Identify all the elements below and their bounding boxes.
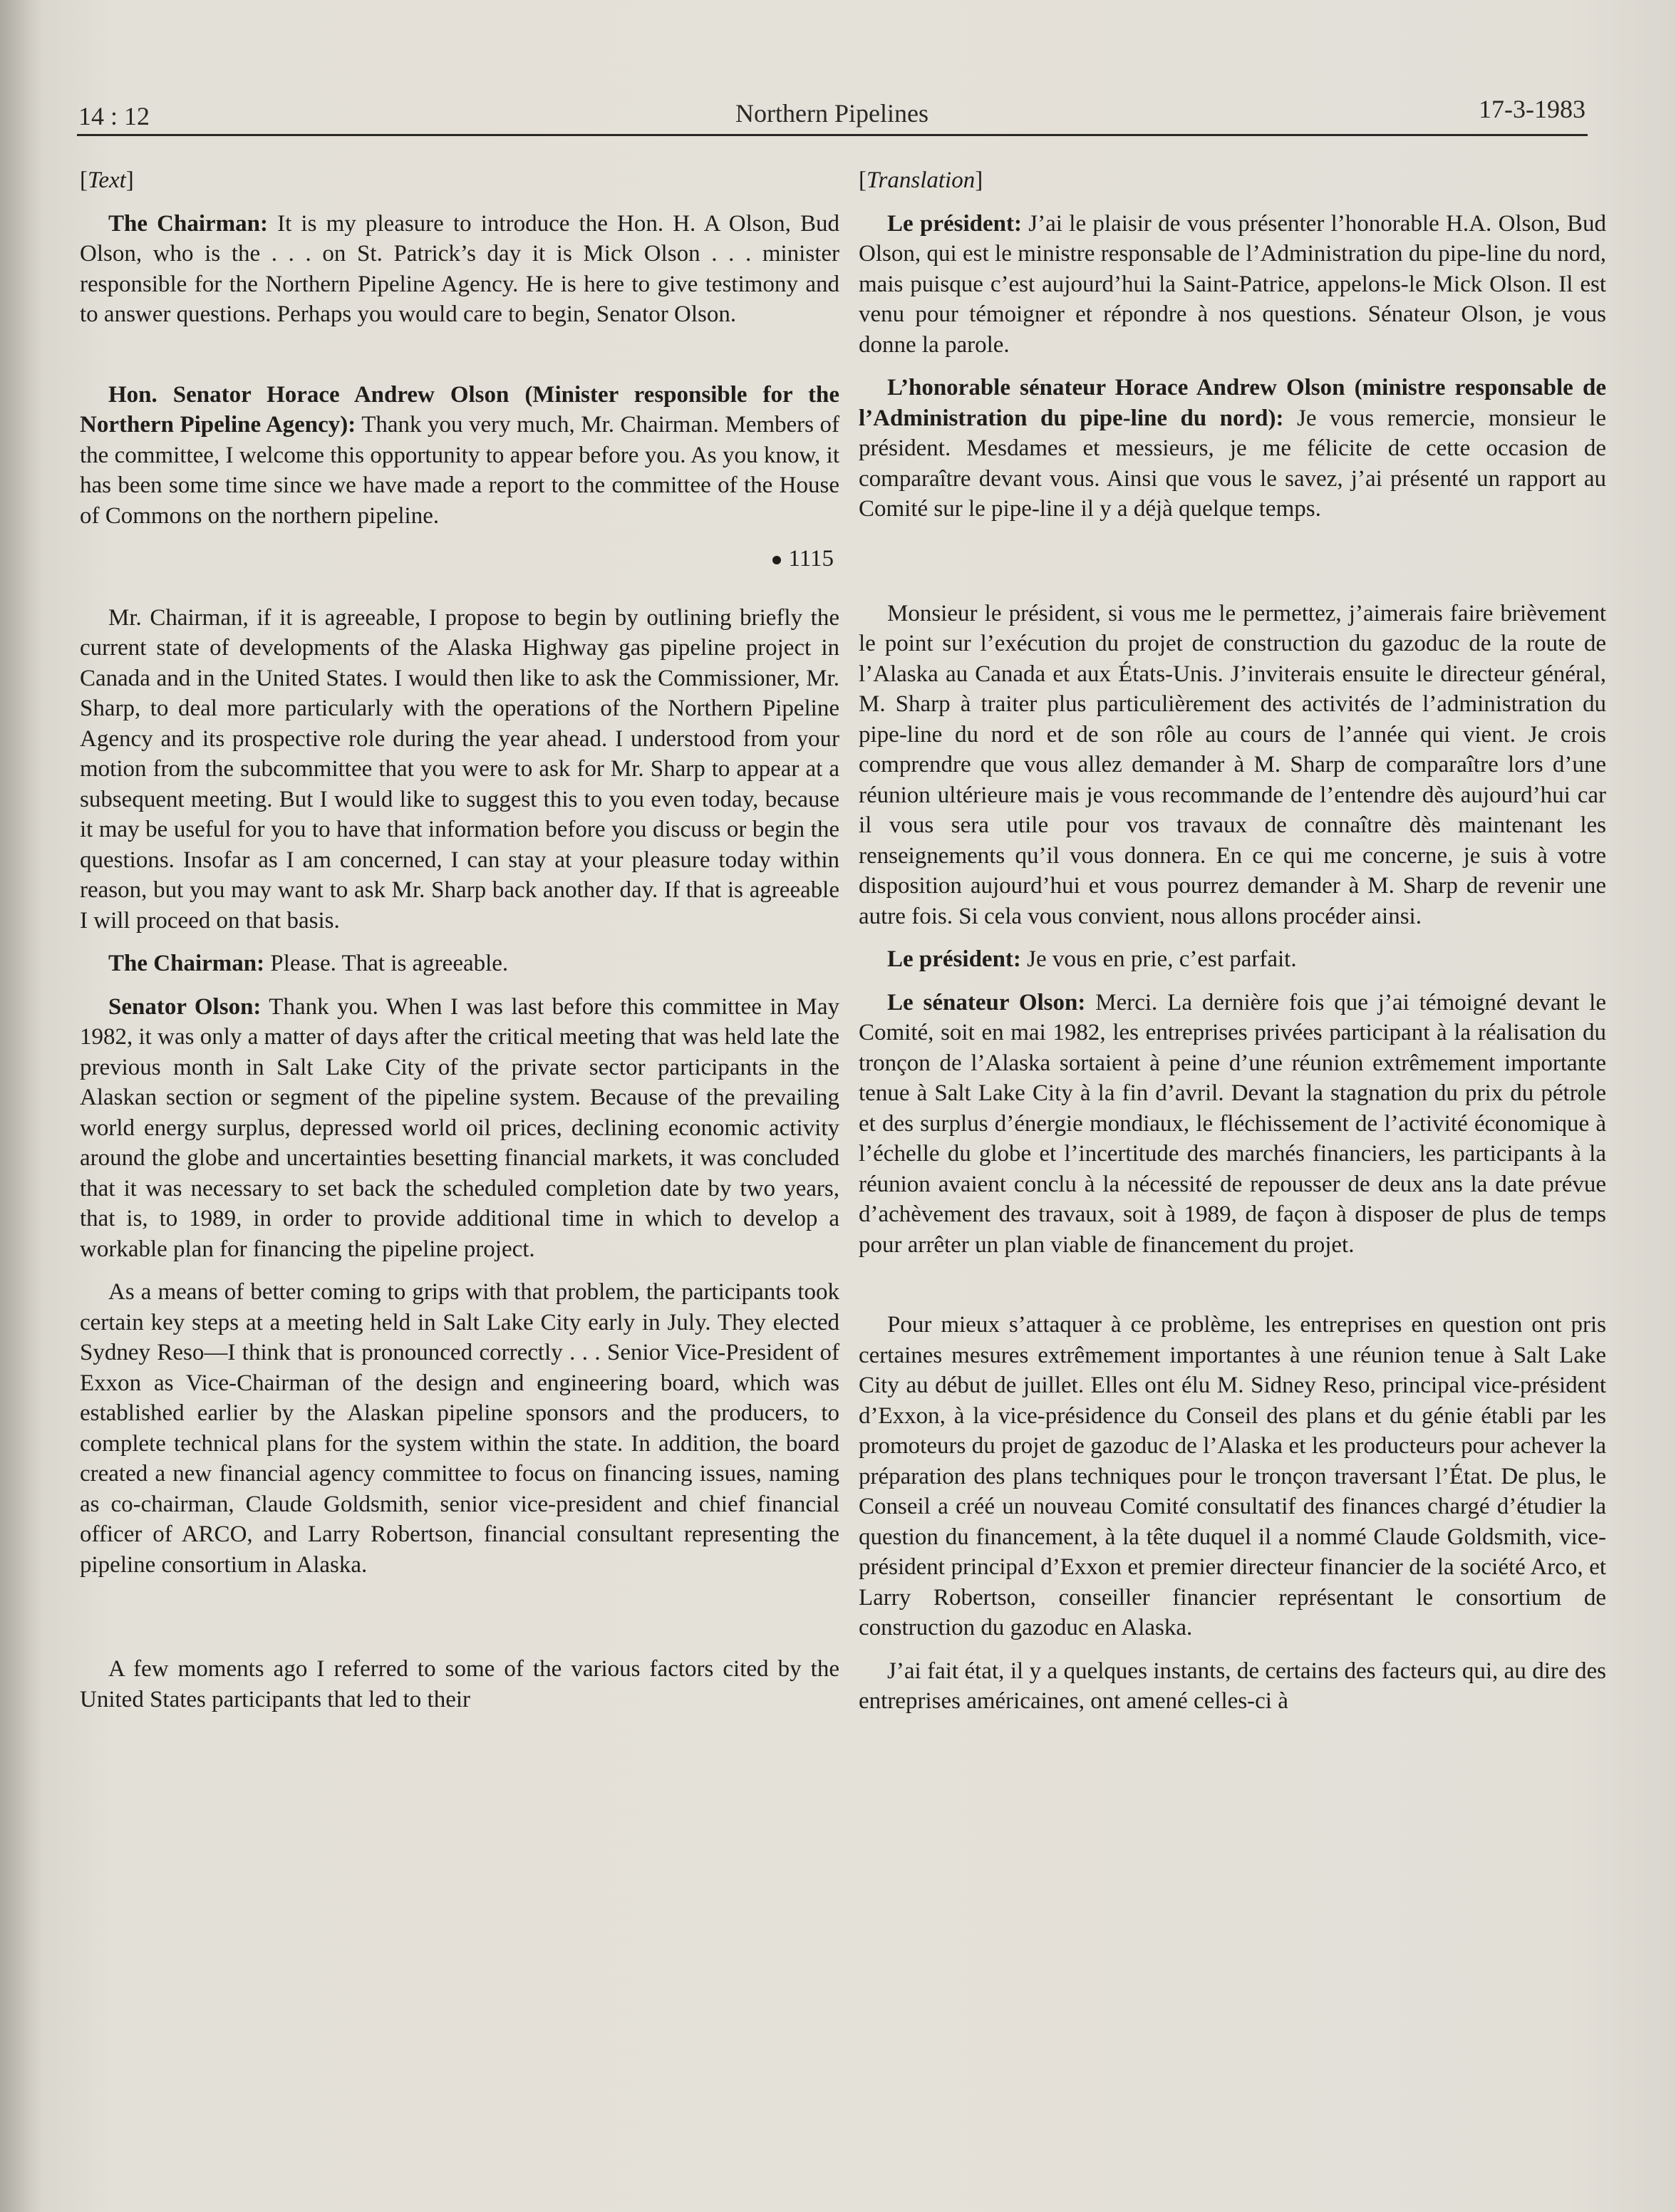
paragraph: [80, 992, 839, 1265]
paragraph-text: Pour mieux s’attaquer à ce problème, les entreprises en question ont pris certaines mesures extrêmement importantes à une réunion tenue à Salt Lake City au début de juillet. Elles ont élu M. Sidney Reso, principal vice-président d’Exxon, à la vice-présidence du Conseil des plans et du génie établi par les promoteurs du projet de gazoduc de l’Alaska et les producteurs pour achever la préparation des plans techniques pour le tronçon traversant l’État. De plus, le Conseil a créé un nouveau Comité consultatif des finances chargé d’étudier la question du financement, à la tête duquel il a nommé Claude Goldsmith, vice-président principal d’Exxon et premier directeur financier de la société Arco, et Larry Robertson, conseiller financier représentant le consortium de construction du gazoduc en Alaska.: [859, 1312, 1606, 1640]
paragraph: [80, 949, 839, 979]
paragraph-text: Merci. La dernière fois que j’ai témoigné devant le Comité, soit en mai 1982, les entreprises privées participant à la réalisation du tronçon de l’Alaska sortaient à peine d’une réunion extrêmement importante tenue à Salt Lake City à la fin d’avril. Devant la stagnation du prix du pétrole et des surplus d’énergie mondiaux, le fléchissement de l’activité économique à l’échelle du globe et l’incertitude des marchés financiers, les participants à la réunion avaient conclu à la nécessité de repousser de deux ans la date prévue d’achèvement des travaux, soit à 1989, de façon à disposer de plus de temps pour arrêter un plan viable de financement du projet.: [859, 989, 1606, 1258]
paragraph-text: As a means of better coming to grips with that problem, the participants took certain key steps at a meeting held in Salt Lake City early in July. They elected Sydney Reso—I think that is pronounced correctly . . . Senior Vice-President of Exxon as Vice-Chairman of the design and engineering board, which was established earlier by the Alaskan pipeline sponsors and the producers, to complete technical plans for the system within the state. In addition, the board created a new financial agency committee to focus on financing issues, naming as co-chairman, Claude Goldsmith, senior vice-president and chief financial officer of ARCO, and Larry Robertson, financial consultant representing the pipeline consortium in Alaska.: [80, 1279, 839, 1578]
paragraph-text: J’ai fait état, il y a quelques instants, de certains des facteurs qui, au dire des entreprises américaines, ont amené celles-ci à: [859, 1658, 1606, 1714]
french-column: [859, 165, 1606, 1730]
time-marker: [80, 544, 834, 574]
english-column: [80, 165, 839, 1727]
speaker-name: The Chairman:: [108, 210, 268, 237]
paragraph: [859, 944, 1606, 975]
bullet-icon: [772, 556, 781, 564]
paragraph: [80, 380, 839, 532]
spacer: [80, 1593, 839, 1654]
speaker-name: Senator Olson:: [108, 993, 262, 1020]
paragraph: [80, 1277, 839, 1580]
paragraph-text: A few moments ago I referred to some of the various factors cited by the United States participants that led to their: [80, 1656, 839, 1712]
spacer: [859, 537, 1606, 599]
paragraph: [859, 988, 1606, 1261]
paragraph-text: Monsieur le président, si vous me le permettez, j’aimerais faire brièvement le point sur l’exécution du projet de construction du gazoduc de la route de l’Alaska au Canada et aux États-Unis. J’inviterais ensuite le directeur général, M. Sharp à traiter plus particulièrement des activités de l’administration du pipe-line du nord et de son rôle au cours de l’année qui vient. Je crois comprendre que vous allez demander à M. Sharp de comparaître lors d’une réunion ultérieure mais je vous recommande de l’entendre dès aujourd’hui car il vous sera utile pour vos travaux de connaître dès maintenant les renseignements qu’il vous donnera. En ce qui me concerne, je suis à votre disposition aujourd’hui et vous pourrez demander à M. Sharp de revenir une autre fois. Si cela vous convient, nous allons procéder ainsi.: [859, 600, 1606, 929]
paragraph: [80, 209, 839, 330]
paragraph-text: Thank you very much, Mr. Chairman. Members of the committee, I welcome this opportunity to appear before you. As you know, it has been some time since we have made a report to the committee of the House of Commons on the northern pipeline.: [80, 412, 839, 529]
speaker-name: Le président:: [887, 946, 1021, 972]
paragraph: [859, 1656, 1606, 1717]
speaker-name: Le président:: [887, 210, 1022, 237]
spacer: [80, 343, 839, 380]
section-label: Text: [88, 167, 126, 193]
section-label-text: [Text]: [80, 167, 134, 193]
speaker-name: The Chairman:: [108, 951, 265, 976]
page-header: [78, 91, 1586, 134]
paragraph: [859, 599, 1606, 932]
page-number: 14 : 12: [78, 102, 150, 130]
page-date: 17-3-1983: [1479, 95, 1586, 123]
section-label: Translation: [867, 167, 976, 193]
paragraph: [859, 1310, 1606, 1643]
paragraph-text: Je vous remercie, monsieur le président. Mesdames et messieurs, je me félicite de cette occasion de comparaître devant vous. Ainsi que vous le savez, j’ai présenté un rapport au Comité sur le pipe-line il y a déjà quelque temps.: [859, 405, 1606, 522]
speaker-name: L’honorable sénateur Horace Andrew Olson (ministre responsable de l’Administration du pipe-line du nord):: [859, 375, 1606, 431]
paragraph-text: J’ai le plaisir de vous présenter l’honorable H.A. Olson, Bud Olson, qui est le ministre responsable de l’Administration du pipe-line du nord, mais puisque c’est aujourd’hui la Saint-Patrice, appelons-le Mick Olson. Il est venu pour témoigner et répondre à nos questions. Sénateur Olson, je vous donne la parole.: [859, 210, 1606, 358]
section-label-translation: [Translation]: [859, 167, 983, 193]
paragraph-text: It is my pleasure to introduce the Hon. H. A Olson, Bud Olson, who is the . . . on St. Patrick’s day it is Mick Olson . . . minister responsible for the Northern Pipeline Agency. He is here to give testimony and to answer questions. Perhaps you would care to begin, Senator Olson.: [80, 210, 839, 327]
speaker-name: Le sénateur Olson:: [887, 989, 1086, 1015]
speaker-name: Hon. Senator Horace Andrew Olson (Minister responsible for the Northern Pipeline Agency):: [80, 381, 839, 438]
paragraph-text: Please. That is agreeable.: [264, 951, 509, 976]
paragraph-text: Je vous en prie, c’est parfait.: [1020, 946, 1297, 972]
paragraph: [859, 373, 1606, 524]
paragraph-text: Thank you. When I was last before this committee in May 1982, it was only a matter of days after the critical meeting that was held late the previous month in Salt Lake City of the private sector participants in the Alaskan section or segment of the pipeline system. Because of the prevailing world energy surplus, depressed world oil prices, declining economic activity around the globe and uncertainties besetting financial markets, it was concluded that it was necessary to set back the scheduled completion date by two years, that is, to 1989, in order to provide additional time in which to develop a workable plan for financing the pipeline project.: [80, 993, 839, 1262]
paragraph: [80, 603, 839, 936]
running-title: Northern Pipelines: [735, 99, 928, 128]
header-rule: [77, 134, 1588, 136]
paragraph: [859, 209, 1606, 361]
time-marker-value: 1115: [788, 546, 834, 572]
paragraph: [80, 1654, 839, 1715]
paragraph-text: Mr. Chairman, if it is agreeable, I propose to begin by outlining briefly the current state of developments of the Alaska Highway gas pipeline project in Canada and in the United States. I would then like to ask the Commissioner, Mr. Sharp, to deal more particularly with the operations of the Northern Pipeline Agency and its prospective role during the year ahead. I understood from your motion from the subcommittee that you were to ask for Mr. Sharp to appear at a subsequent meeting. But I would like to suggest this to you even today, because it may be useful for you to have that information before you discuss or begin the questions. Insofar as I am concerned, I can stay at your pleasure today within reason, but you may want to ask Mr. Sharp back another day. If that is agreeable I will proceed on that basis.: [80, 604, 839, 934]
binding-shadow: [0, 0, 43, 2212]
spacer: [859, 1273, 1606, 1310]
